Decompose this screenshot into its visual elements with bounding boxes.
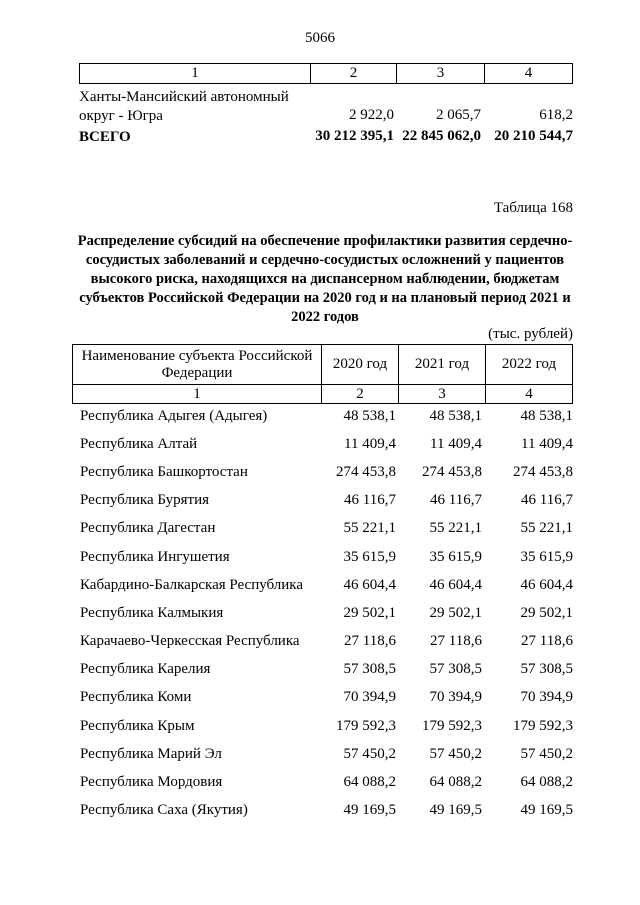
subject-name: Республика Алтай <box>80 435 198 452</box>
value-2022: 27 118,6 <box>521 633 573 650</box>
column-number-2: 2 <box>322 385 399 403</box>
total-2022: 20 210 544,7 <box>494 128 573 144</box>
subject-name: Республика Дагестан <box>80 520 216 537</box>
value-2020: 49 169,5 <box>343 802 396 819</box>
header-2020: 2020 год <box>322 345 399 384</box>
top-header-col-2: 2 <box>311 64 397 83</box>
table-row <box>72 768 573 796</box>
total-2020: 30 212 395,1 <box>315 128 394 144</box>
table-title: Распределение субсидий на обеспечение профилактики развития сердечно-сосудистых заболеваний и сердечно-сосудистых осложнений у пациентов высокого риска, находящихся на диспансерном наблюдении, бюджетам субъектов Российской Федерации на 2020 год и на плановый период 2021 и 2022 годов <box>77 233 573 325</box>
total-row <box>79 128 573 147</box>
value-2021: 29 502,1 <box>429 604 482 621</box>
value-2021: 27 118,6 <box>430 633 482 650</box>
subject-name: Республика Бурятия <box>80 492 210 509</box>
value-2022: 618,2 <box>539 107 573 123</box>
table-row <box>72 628 573 656</box>
units-label: (тыс. рублей) <box>488 326 573 342</box>
value-2022: 35 615,9 <box>520 548 573 565</box>
subject-name: Республика Башкортостан <box>80 463 248 480</box>
subject-name: Республика Мордовия <box>80 774 223 791</box>
value-2022: 46 604,4 <box>520 576 573 593</box>
value-2021: 11 409,4 <box>430 435 482 452</box>
value-2022: 179 592,3 <box>513 717 573 734</box>
total-2021: 22 845 062,0 <box>402 128 481 144</box>
value-2022: 46 116,7 <box>521 492 573 509</box>
subject-name: Республика Карелия <box>80 661 211 678</box>
column-number-4: 4 <box>525 385 533 402</box>
value-2021: 179 592,3 <box>422 717 482 734</box>
table-row <box>72 740 573 768</box>
value-2021: 48 538,1 <box>429 407 482 424</box>
subject-name: Республика Адыгея (Адыгея) <box>80 407 268 424</box>
value-2022: 64 088,2 <box>520 774 573 791</box>
table-row <box>72 458 573 486</box>
value-2022: 11 409,4 <box>521 435 573 452</box>
table-row <box>72 402 573 430</box>
value-2021: 55 221,1 <box>429 520 482 537</box>
table-row <box>72 571 573 599</box>
value-2020: 27 118,6 <box>344 633 396 650</box>
table-number-label: Таблица 168 <box>493 200 573 216</box>
subject-name: Республика Саха (Якутия) <box>80 802 248 819</box>
top-header-col-4: 4 <box>524 65 533 81</box>
table-row <box>72 797 573 825</box>
subject-name: Карачаево-Черкесская Республика <box>80 633 300 650</box>
row-name-line-1: Ханты-Мансийский автономный <box>79 89 289 105</box>
subject-name: Республика Ингушетия <box>80 548 230 565</box>
table-row <box>72 599 573 627</box>
header-2022: 2022 год <box>501 356 557 372</box>
value-2022: 70 394,9 <box>520 689 573 706</box>
subject-name: Республика Крым <box>80 717 195 734</box>
column-number-3: 3 <box>399 385 486 403</box>
value-2022: 55 221,1 <box>520 520 573 537</box>
table-row <box>72 684 573 712</box>
value-2020: 11 409,4 <box>344 435 396 452</box>
value-2020: 46 116,7 <box>344 492 396 509</box>
table-row <box>72 712 573 740</box>
main-table-header <box>72 344 573 404</box>
value-2020: 274 453,8 <box>336 463 396 480</box>
subject-name: Кабардино-Балкарская Республика <box>80 576 304 593</box>
column-number-row <box>73 385 572 403</box>
value-2021: 57 450,2 <box>429 745 482 762</box>
row-name-line-2: округ - Югра <box>79 108 163 124</box>
subject-name: Республика Калмыкия <box>80 604 224 621</box>
value-2020: 55 221,1 <box>343 520 396 537</box>
value-2022: 57 308,5 <box>520 661 573 678</box>
value-2021: 49 169,5 <box>429 802 482 819</box>
value-2021: 35 615,9 <box>429 548 482 565</box>
value-2020: 46 604,4 <box>343 576 396 593</box>
value-2020: 179 592,3 <box>336 717 396 734</box>
value-2022: 48 538,1 <box>520 407 573 424</box>
column-number-1: 1 <box>73 385 322 403</box>
subject-name: Республика Марий Эл <box>80 745 222 762</box>
value-2020: 48 538,1 <box>343 407 396 424</box>
top-header-col-3: 3 <box>397 64 485 83</box>
table-row <box>72 656 573 684</box>
table-row <box>72 487 573 515</box>
value-2021: 70 394,9 <box>429 689 482 706</box>
value-2020: 57 450,2 <box>343 745 396 762</box>
value-2021: 2 065,7 <box>436 107 481 123</box>
top-header-col-1: 1 <box>80 64 311 83</box>
value-2021: 57 308,5 <box>429 661 482 678</box>
value-2020: 64 088,2 <box>343 774 396 791</box>
header-2021: 2021 год <box>399 345 486 384</box>
value-2021: 274 453,8 <box>422 463 482 480</box>
subject-name: Республика Коми <box>80 689 192 706</box>
top-table-row <box>79 88 573 126</box>
value-2020: 57 308,5 <box>343 661 396 678</box>
row-name <box>79 88 309 126</box>
header-row <box>73 345 572 385</box>
value-2022: 57 450,2 <box>520 745 573 762</box>
value-2022: 274 453,8 <box>513 463 573 480</box>
value-2022: 29 502,1 <box>520 604 573 621</box>
table-row <box>72 430 573 458</box>
table-row <box>72 543 573 571</box>
main-table-body <box>72 402 573 825</box>
value-2020: 2 922,0 <box>349 107 394 123</box>
value-2020: 70 394,9 <box>343 689 396 706</box>
table-row <box>72 515 573 543</box>
header-subject-name: Наименование субъекта Российской Федерации <box>73 345 322 384</box>
value-2022: 49 169,5 <box>520 802 573 819</box>
value-2020: 35 615,9 <box>343 548 396 565</box>
value-2021: 46 604,4 <box>429 576 482 593</box>
value-2020: 29 502,1 <box>343 604 396 621</box>
page-number: 5066 <box>305 30 335 46</box>
top-table-header <box>79 63 573 84</box>
total-label: ВСЕГО <box>79 129 131 145</box>
value-2021: 64 088,2 <box>429 774 482 791</box>
value-2021: 46 116,7 <box>430 492 482 509</box>
